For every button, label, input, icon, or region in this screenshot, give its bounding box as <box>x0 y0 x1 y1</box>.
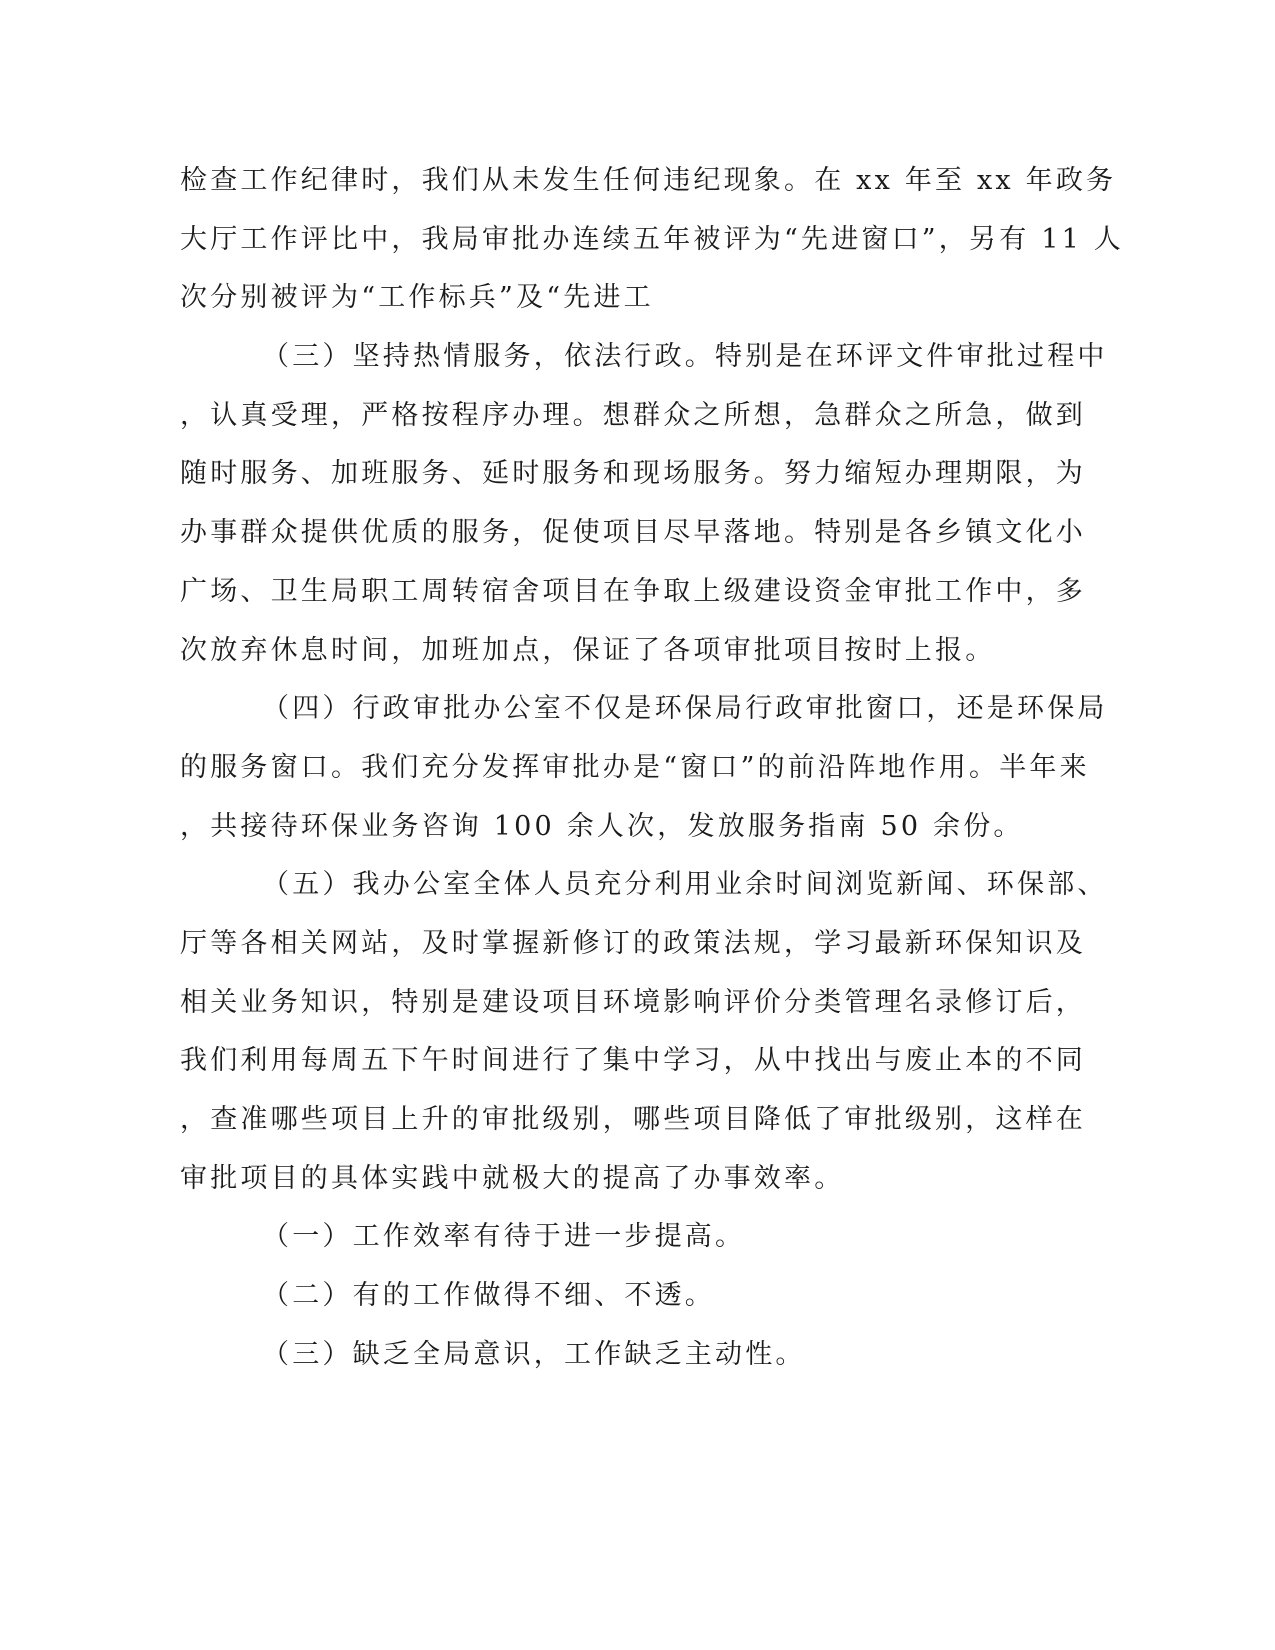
text-line: 我们利用每周五下午时间进行了集中学习，从中找出与废止本的不同 <box>180 1045 1086 1077</box>
list-item-line: （二）有的工作做得不细、不透。 <box>262 1280 715 1312</box>
text-line: 广场、卫生局职工周转宿舍项目在争取上级建设资金审批工作中，多 <box>180 575 1086 607</box>
paragraph-start-line: （三）坚持热情服务，依法行政。特别是在环评文件审批过程中 <box>262 341 1108 373</box>
paragraph-start-line: （四）行政审批办公室不仅是环保局行政审批窗口，还是环保局 <box>262 693 1108 725</box>
text-line: 大厅工作评比中，我局审批办连续五年被评为“先进窗口”，另有 11 人 <box>180 223 1124 255</box>
text-line: 相关业务知识，特别是建设项目环境影响评价分类管理名录修订后， <box>180 986 1086 1018</box>
text-line: 次分别被评为“工作标兵”及“先进工 <box>180 282 654 314</box>
text-line: 审批项目的具体实践中就极大的提高了办事效率。 <box>180 1162 845 1194</box>
list-item-line: （一）工作效率有待于进一步提高。 <box>262 1221 746 1253</box>
text-line: 随时服务、加班服务、延时服务和现场服务。努力缩短办理期限，为 <box>180 458 1086 490</box>
document-body <box>180 152 1124 1384</box>
text-line: 办事群众提供优质的服务，促使项目尽早落地。特别是各乡镇文化小 <box>180 517 1086 549</box>
text-line: ，认真受理，严格按程序办理。想群众之所想，急群众之所急，做到 <box>180 399 1086 431</box>
paragraph-start-line: （五）我办公室全体人员充分利用业余时间浏览新闻、环保部、 <box>262 869 1108 901</box>
text-line: 检查工作纪律时，我们从未发生任何违纪现象。在 xx 年至 xx 年政务 <box>180 165 1117 196</box>
text-line: 次放弃休息时间，加班加点，保证了各项审批项目按时上报。 <box>180 634 996 666</box>
text-line: ，共接待环保业务咨询 100 余人次，发放服务指南 50 余份。 <box>180 810 1024 842</box>
text-line: ，查准哪些项目上升的审批级别，哪些项目降低了审批级别，这样在 <box>180 1104 1086 1135</box>
list-item-line: （三）缺乏全局意识，工作缺乏主动性。 <box>262 1338 806 1370</box>
text-line: 的服务窗口。我们充分发挥审批办是“窗口”的前沿阵地作用。半年来 <box>180 751 1090 783</box>
text-line: 厅等各相关网站，及时掌握新修订的政策法规，学习最新环保知识及 <box>180 927 1086 959</box>
